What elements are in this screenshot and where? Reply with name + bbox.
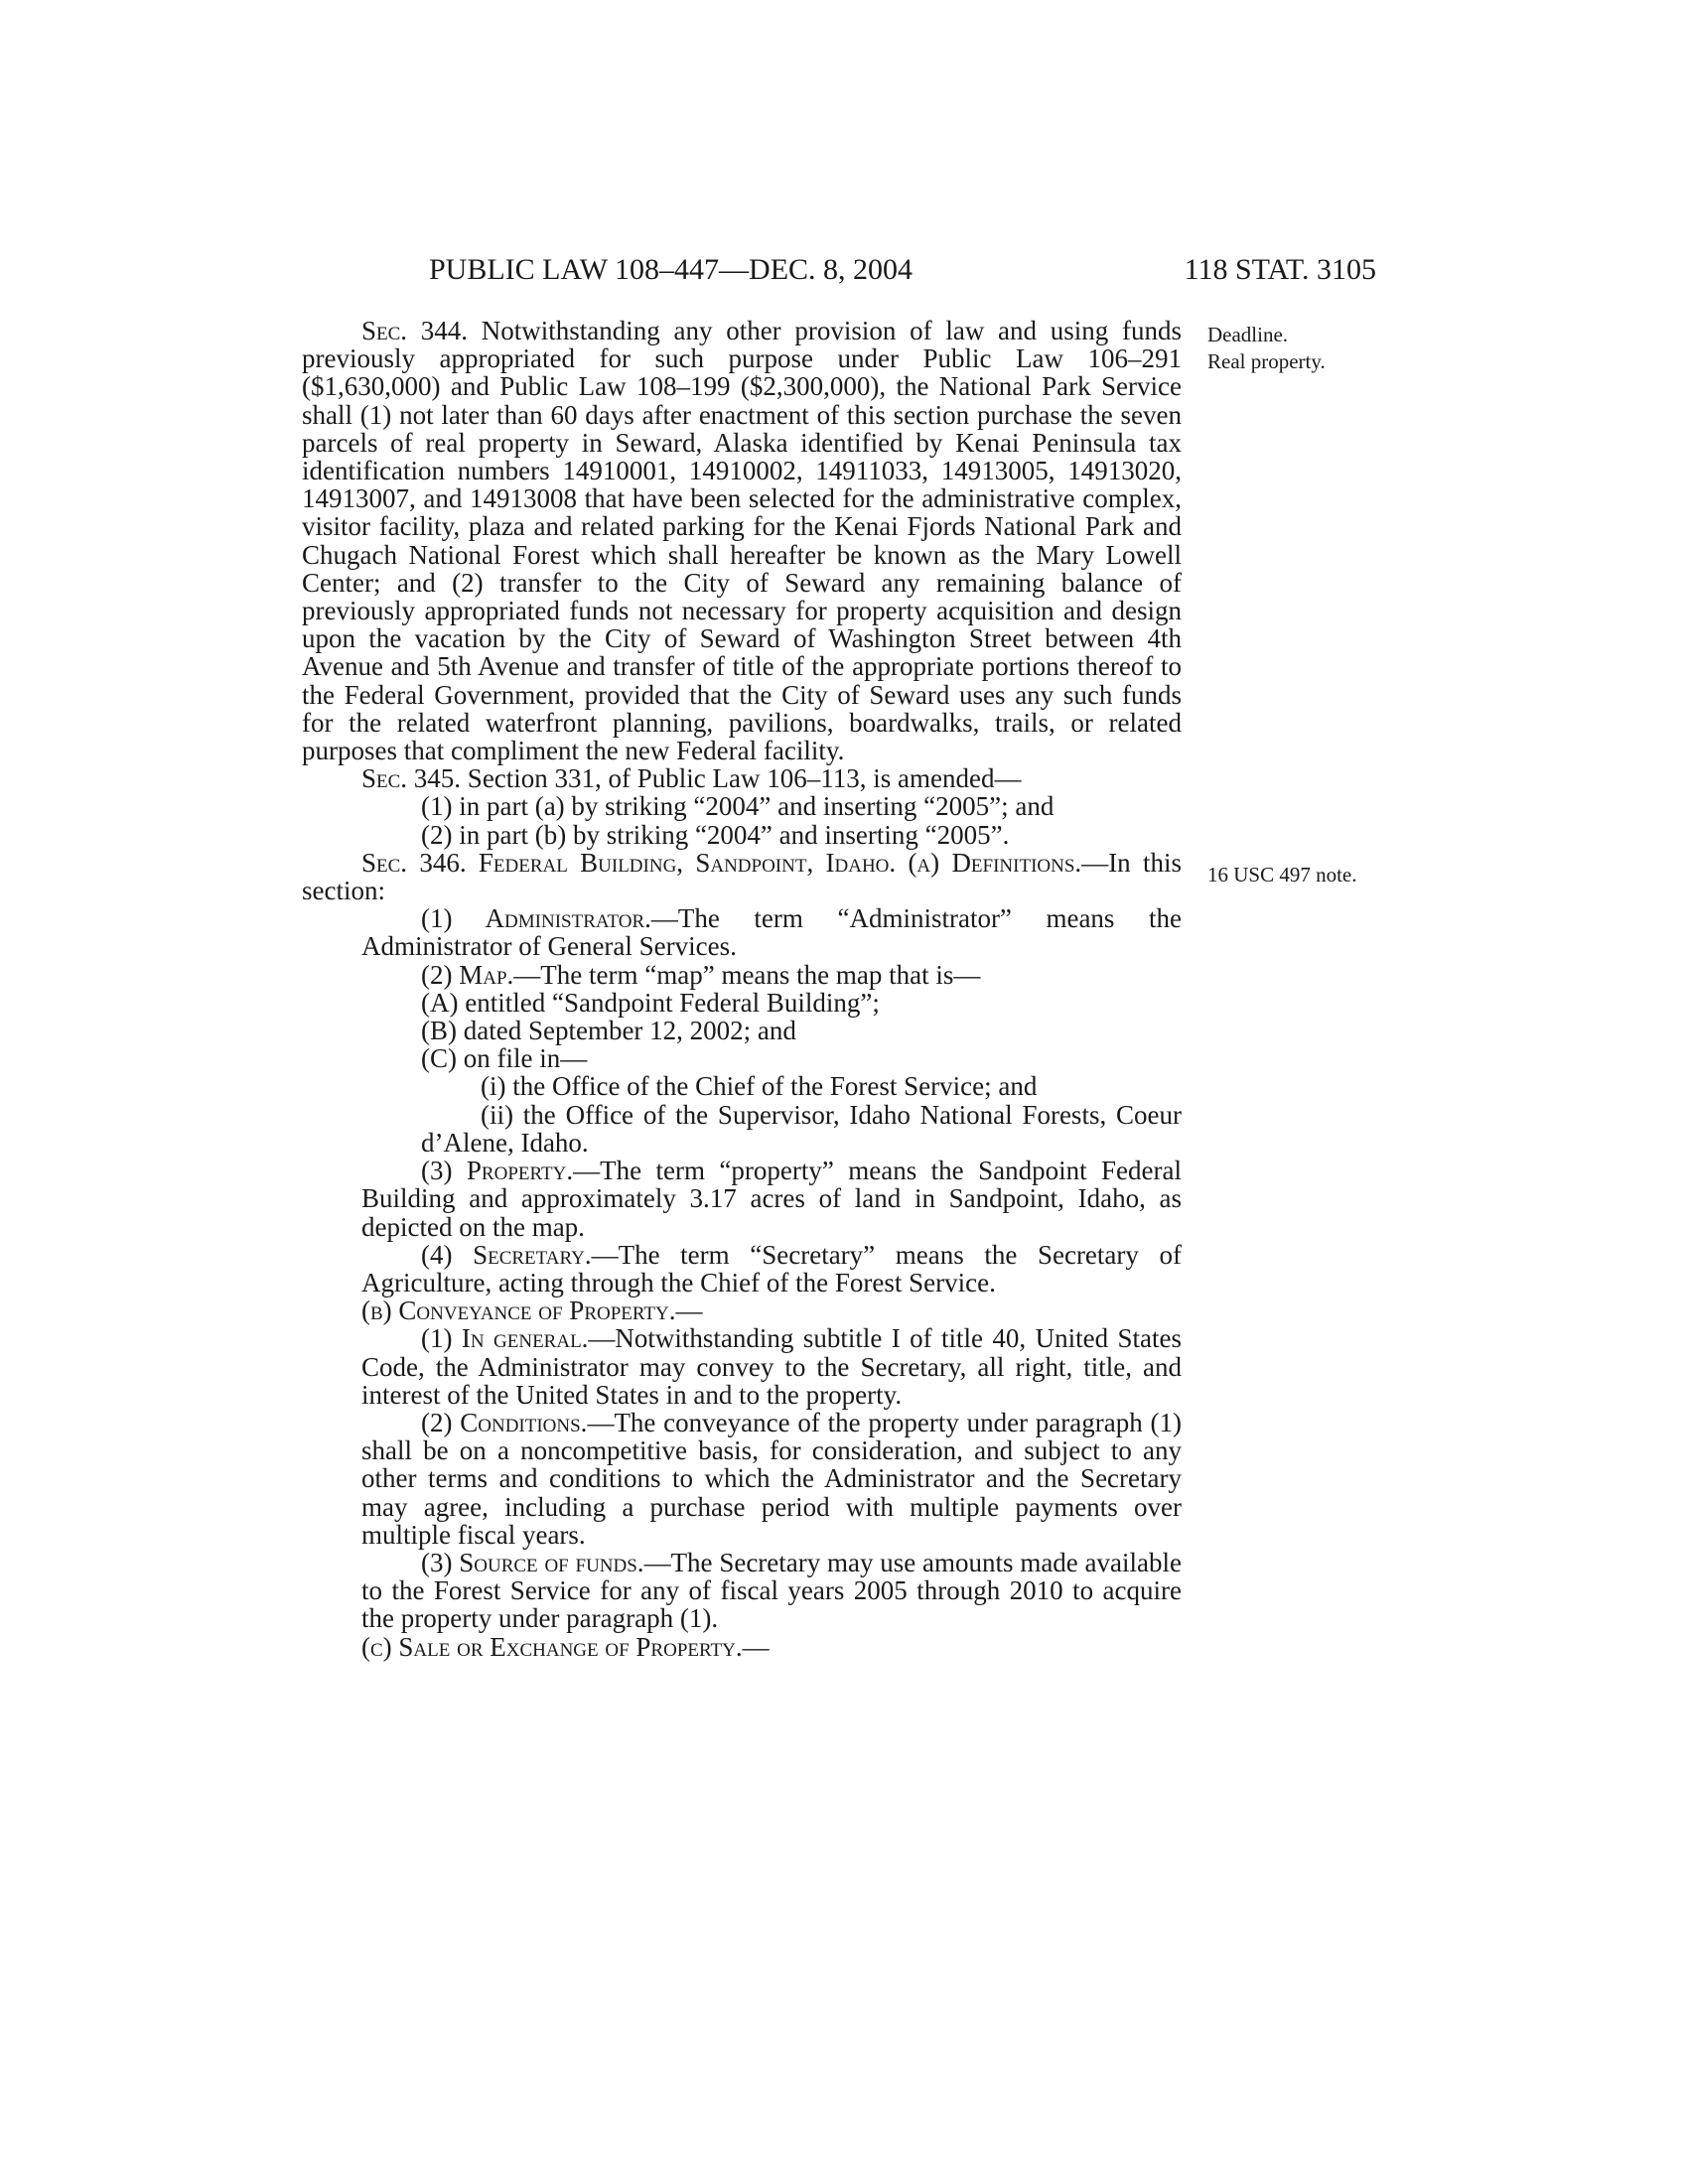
definition-property-line — [302, 1157, 1182, 1241]
b2-text: —The conveyance of the property under paragraph (1) shall be on a noncompetitive basis, for consideration, and subject to any other terms and conditions to which the Administrator and the Secretary may agree, including a purchase period with multiple payments over multiple fiscal years. — [361, 1407, 1182, 1550]
a1-label: (1) Administrator. — [421, 903, 651, 934]
page-number: 118 STAT. 3105 — [1184, 253, 1376, 286]
sec-344-label: Sec. 344. — [361, 316, 469, 345]
section-345 — [302, 764, 1182, 792]
margin-note-usc: 16 USC 497 note. — [1207, 863, 1357, 887]
sec-345-p1-text: (1) in part (a) by striking “2004” and inserting “2005”; and — [421, 791, 1055, 822]
conveyance-source-of-funds-line — [302, 1549, 1182, 1633]
sec-344-text: Notwithstanding any other provision of law and using funds previously appropriated for such purpose under Public Law 106–291 ($1,630,000) and Public Law 108–199 ($2,300,000), the National Park Service shall (1) not later than 60 days after enactment of this section purchase the seven parcels of real property in Seward, Alaska identified by Kenai Peninsula tax identification numbers 14910001, 14910002, 14911033, 14913005, 14913020, 14913007, and 14913008 that have been selected for the administrative complex, visitor facility, plaza and related parking for the Kenai Fjords National Park and Chugach National Forest which shall hereafter be known as the Mary Lowell Center; and (2) transfer to the City of Seward any remaining balance of previously appropriated funds not necessary for property acquisition and design upon the vacation by the City of Seward of Washington Street between 4th Avenue and 5th Avenue and transfer of title of the appropriate portions thereof to the Federal Government, provided that the City of Seward uses any such funds for the related waterfront planning, pavilions, boardwalks, trails, or related purposes that compliment the new Federal facility. — [302, 316, 1183, 766]
a2-text: —The term “map” means the map that is— — [513, 959, 981, 990]
sec-345-paragraph-2 — [302, 821, 1182, 849]
sec-345-p2-text: (2) in part (b) by striking “2004” and inserting “2005”. — [421, 819, 1010, 850]
conveyance-conditions-line — [302, 1409, 1182, 1549]
a4-text: —The term “Secretary” means the Secretary of Agriculture, acting through the Chief of the Forest Service. — [361, 1239, 1182, 1297]
sec-346-a-intro: —In this section: — [302, 847, 1182, 906]
definition-map-line — [302, 961, 1182, 989]
a3-text: —The term “property” means the Sandpoint Federal Building and approximately 3.17 acres of land in Sandpoint, Idaho, as depicted on the map. — [361, 1156, 1182, 1242]
b3-text: —The Secretary may use amounts made available to the Forest Service for any of fiscal years 2005 through 2010 to acquire the property under paragraph (1). — [361, 1547, 1183, 1634]
running-head: PUBLIC LAW 108–447—DEC. 8, 2004 — [429, 253, 914, 286]
definition-secretary-line — [302, 1241, 1182, 1297]
sec-345-text: Section 331, of Public Law 106–113, is amended— — [467, 763, 1022, 794]
b3-label: (3) Source of funds. — [421, 1547, 644, 1577]
definition-administrator — [302, 904, 1182, 960]
conveyance-in-general-line — [302, 1324, 1182, 1409]
conveyance-source-of-funds — [302, 1549, 1182, 1633]
sec-345-label: Sec. 345. — [361, 763, 462, 794]
a3-label: (3) Property. — [421, 1156, 574, 1186]
conveyance-in-general — [302, 1324, 1182, 1409]
definition-property — [302, 1157, 1182, 1241]
definition-secretary — [302, 1241, 1182, 1297]
c-intro: — — [742, 1631, 770, 1662]
section-344 — [302, 317, 1182, 764]
b1-text: —Notwithstanding subtitle I of title 40, United States Code, the Administrator may convey to the Secretary, all right, title, and interest of the United States in and to the property. — [361, 1323, 1182, 1410]
a1-text: —The term “Administrator” means the Administrator of General Services. — [361, 903, 1182, 962]
sec-346-label: Sec. 346. — [361, 847, 467, 878]
a2-C-ii-text: (ii) the Office of the Supervisor, Idaho National Forests, Coeur d’Alene, Idaho. — [421, 1099, 1182, 1158]
sec-346-a-label: (a) Definitions. — [908, 847, 1082, 878]
conveyance-conditions — [302, 1409, 1182, 1549]
c-label: (c) Sale or Exchange of Property. — [361, 1631, 743, 1662]
b-intro: — — [675, 1296, 703, 1326]
b2-label: (2) Conditions. — [421, 1407, 588, 1437]
definition-map — [302, 961, 1182, 989]
map-item-a — [302, 989, 1182, 1017]
a2-A-text: (A) entitled “Sandpoint Federal Building”; — [421, 987, 880, 1018]
subsection-b — [302, 1297, 1182, 1324]
map-item-c — [302, 1044, 1182, 1072]
a2-C-text: (C) on file in— — [421, 1043, 588, 1074]
subsection-c — [302, 1633, 1182, 1661]
sec-345-paragraph-1 — [302, 792, 1182, 820]
b1-label: (1) In general. — [421, 1323, 589, 1354]
body-column — [302, 317, 1182, 1661]
sec-346-heading: Federal Building, Sandpoint, Idaho. — [478, 847, 897, 878]
a4-label: (4) Secretary. — [421, 1239, 592, 1270]
section-346 — [302, 849, 1182, 904]
a2-label: (2) Map. — [421, 959, 514, 990]
page-header — [0, 250, 1688, 290]
map-item-c-i — [302, 1072, 1182, 1100]
map-item-b — [302, 1017, 1182, 1044]
a2-B-text: (B) dated September 12, 2002; and — [421, 1016, 796, 1046]
margin-note-real-property: Real property. — [1207, 349, 1326, 373]
b-label: (b) Conveyance of Property. — [361, 1296, 676, 1326]
margin-note-deadline-text: Deadline. — [1207, 323, 1289, 346]
map-item-c-ii — [302, 1101, 1182, 1157]
a2-C-i-text: (i) the Office of the Chief of the Forest Service; and — [481, 1071, 1038, 1102]
margin-note-deadline — [1207, 322, 1326, 375]
definition-administrator-line — [302, 904, 1182, 960]
